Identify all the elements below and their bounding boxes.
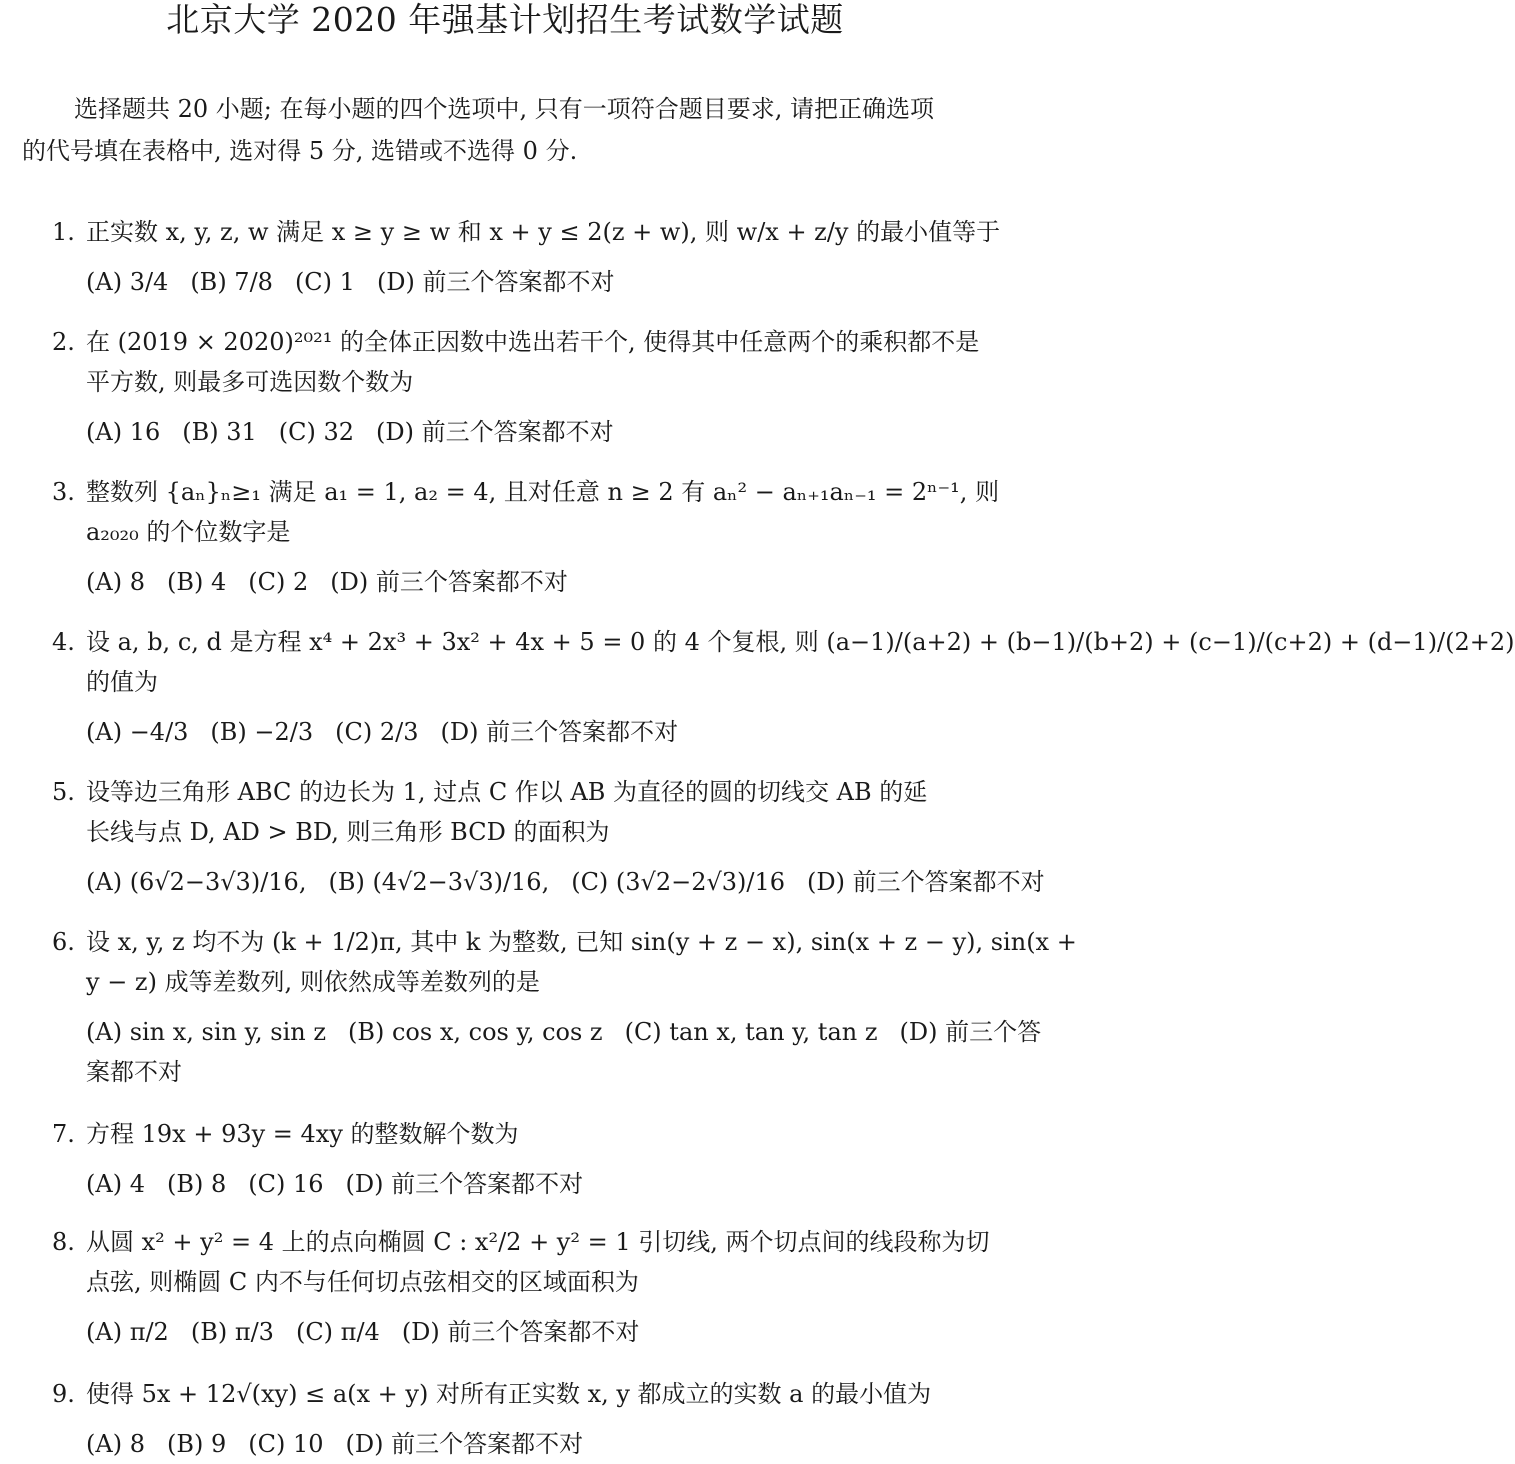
question-text: 设 x, y, z 均不为 (k + 1/2)π, 其中 k 为整数, 已知 sin(y + z − x), sin(x + z − y), sin(x +	[86, 928, 1077, 956]
answer-options	[52, 412, 1002, 452]
answer-option: (C) 16	[248, 1170, 324, 1198]
answer-option: (D) 前三个答案都不对	[376, 418, 614, 446]
question-stem	[52, 472, 1002, 552]
answer-option: (D) 前三个答案都不对	[345, 1430, 584, 1458]
answer-options-line	[86, 562, 1002, 602]
question-number: 5.	[52, 778, 75, 806]
question-text: a₂₀₂₀ 的个位数字是	[86, 518, 291, 546]
answer-options	[52, 1424, 1002, 1464]
question-text: 正实数 x, y, z, w 满足 x ≥ y ≥ w 和 x + y ≤ 2(z + w), 则 w/x + z/y 的最小值等于	[86, 218, 1001, 246]
answer-option: (C) π/4	[295, 1318, 380, 1346]
answer-option: (A) sin x, sin y, sin z	[86, 1018, 326, 1046]
question-stem-line	[52, 812, 1002, 852]
question-stem	[52, 1114, 1002, 1154]
answer-option: (D) 前三个答案都不对	[345, 1170, 584, 1198]
answer-options-line	[86, 1052, 1002, 1092]
instructions	[22, 88, 1002, 172]
answer-options	[52, 712, 1002, 752]
answer-options	[52, 862, 1045, 902]
question-text: 设 a, b, c, d 是方程 x⁴ + 2x³ + 3x² + 4x + 5 = 0 的 4 个复根, 则 (a−1)/(a+2) + (b−1)/(b+2) + (c−1)/(c+2) + (d−1)/(2+2)	[86, 628, 1515, 656]
question-text: 整数列 {aₙ}ₙ≥₁ 满足 a₁ = 1, a₂ = 4, 且对任意 n ≥ 2 有 aₙ² − aₙ₊₁aₙ₋₁ = 2ⁿ⁻¹, 则	[86, 478, 1000, 506]
question-text: 方程 19x + 93y = 4xy 的整数解个数为	[86, 1120, 519, 1148]
question-1	[52, 212, 1002, 302]
question-8	[52, 1222, 1002, 1352]
question-stem	[52, 1374, 1002, 1414]
page-title: 北京大学 2020 年强基计划招生考试数学试题	[166, 0, 844, 39]
question-stem	[52, 922, 1077, 1002]
question-stem-line	[52, 362, 1002, 402]
question-text: 点弦, 则椭圆 C 内不与任何切点弦相交的区域面积为	[86, 1268, 639, 1296]
question-stem-line	[52, 472, 1002, 512]
answer-option: (B) −2/3	[210, 718, 314, 746]
question-stem	[52, 622, 1515, 702]
answer-option: (A) 16	[86, 418, 161, 446]
question-stem	[52, 322, 1002, 402]
answer-option: (A) 8	[86, 568, 145, 596]
question-text: 在 (2019 × 2020)²⁰²¹ 的全体正因数中选出若干个, 使得其中任意两个的乘积都不是	[86, 328, 980, 356]
question-stem-line	[52, 1114, 1002, 1154]
answer-options	[52, 1312, 1002, 1352]
answer-option: (D) 前三个答案都不对	[440, 718, 679, 746]
question-text: 长线与点 D, AD > BD, 则三角形 BCD 的面积为	[86, 818, 610, 846]
question-text: 从圆 x² + y² = 4 上的点向椭圆 C : x²/2 + y² = 1 引切线, 两个切点间的线段称为切	[86, 1228, 990, 1256]
answer-options-line	[86, 712, 1002, 752]
question-text: y − z) 成等差数列, 则依然成等差数列的是	[86, 968, 540, 996]
answer-option: (B) π/3	[190, 1318, 274, 1346]
question-stem	[52, 772, 1002, 852]
answer-option: (A) π/2	[86, 1318, 169, 1346]
question-text: 的值为	[86, 668, 158, 696]
answer-option: (D) 前三个答案都不对	[376, 268, 615, 296]
question-number: 8.	[52, 1228, 75, 1256]
question-stem-line	[52, 1262, 1002, 1302]
question-stem-line	[52, 512, 1002, 552]
answer-option: (D) 前三个答	[899, 1018, 1042, 1046]
answer-options	[52, 1164, 1002, 1204]
answer-options-line	[86, 262, 1002, 302]
instructions-line-1: 选择题共 20 小题; 在每小题的四个选项中, 只有一项符合题目要求, 请把正确选项	[74, 95, 935, 123]
question-text: 设等边三角形 ABC 的边长为 1, 过点 C 作以 AB 为直径的圆的切线交 AB 的延	[86, 778, 928, 806]
answer-options	[52, 562, 1002, 602]
instructions-line-2: 的代号填在表格中, 选对得 5 分, 选错或不选得 0 分.	[22, 137, 578, 165]
answer-options-line	[86, 412, 1002, 452]
answer-option: (A) (6√2−3√3)/16,	[86, 868, 307, 896]
answer-option: (D) 前三个答案都不对	[330, 568, 568, 596]
answer-option: (A) 4	[86, 1170, 145, 1198]
question-stem-line	[52, 922, 1077, 962]
question-number: 2.	[52, 328, 75, 356]
answer-options-line	[86, 862, 1045, 902]
answer-option: (B) cos x, cos y, cos z	[348, 1018, 603, 1046]
question-stem-line	[52, 322, 1002, 362]
answer-option: (B) 9	[166, 1430, 227, 1458]
answer-option: (B) 8	[166, 1170, 227, 1198]
answer-option: (A) 3/4	[86, 268, 169, 296]
answer-options-line	[86, 1424, 1002, 1464]
answer-option: (A) −4/3	[86, 718, 189, 746]
question-3	[52, 472, 1002, 602]
question-stem-line	[52, 622, 1515, 662]
answer-options-line	[86, 1312, 1002, 1352]
question-text: 使得 5x + 12√(xy) ≤ a(x + y) 对所有正实数 x, y 都成立的实数 a 的最小值为	[86, 1380, 932, 1408]
question-5	[52, 772, 1045, 902]
question-number: 6.	[52, 928, 75, 956]
question-number: 4.	[52, 628, 75, 656]
answer-options	[52, 1012, 1042, 1092]
answer-option: (D) 前三个答案都不对	[401, 1318, 640, 1346]
answer-option: (A) 8	[86, 1430, 145, 1458]
question-7	[52, 1114, 1002, 1204]
answer-option: 案都不对	[86, 1058, 182, 1086]
question-stem-line	[52, 962, 1002, 1002]
answer-option: (B) 31	[182, 418, 257, 446]
answer-options-line	[86, 1164, 1002, 1204]
answer-options-line	[86, 1012, 1042, 1052]
question-4	[52, 622, 1515, 752]
question-stem	[52, 1222, 1002, 1302]
question-stem-line	[52, 662, 1002, 702]
question-6	[52, 922, 1077, 1092]
question-stem-line	[52, 772, 1002, 812]
answer-option: (C) 32	[278, 418, 355, 446]
answer-option: (B) 4	[166, 568, 227, 596]
question-number: 9.	[52, 1380, 75, 1408]
answer-option: (C) 1	[294, 268, 355, 296]
answer-option: (C) 2	[248, 568, 309, 596]
question-stem-line	[52, 1374, 1002, 1414]
question-stem	[52, 212, 1002, 252]
answer-option: (C) (3√2−2√3)/16	[571, 868, 786, 896]
question-9	[52, 1374, 1002, 1464]
answer-option: (C) 2/3	[335, 718, 419, 746]
answer-option: (B) 7/8	[190, 268, 273, 296]
answer-option: (D) 前三个答案都不对	[807, 868, 1045, 896]
question-2	[52, 322, 1002, 452]
question-stem-line	[52, 212, 1002, 252]
question-number: 1.	[52, 218, 75, 246]
question-number: 3.	[52, 478, 75, 506]
question-stem-line	[52, 1222, 1002, 1262]
question-text: 平方数, 则最多可选因数个数为	[86, 368, 414, 396]
answer-options	[52, 262, 1002, 302]
answer-option: (C) tan x, tan y, tan z	[624, 1018, 878, 1046]
answer-option: (B) (4√2−3√3)/16,	[328, 868, 550, 896]
answer-option: (C) 10	[248, 1430, 324, 1458]
question-number: 7.	[52, 1120, 75, 1148]
